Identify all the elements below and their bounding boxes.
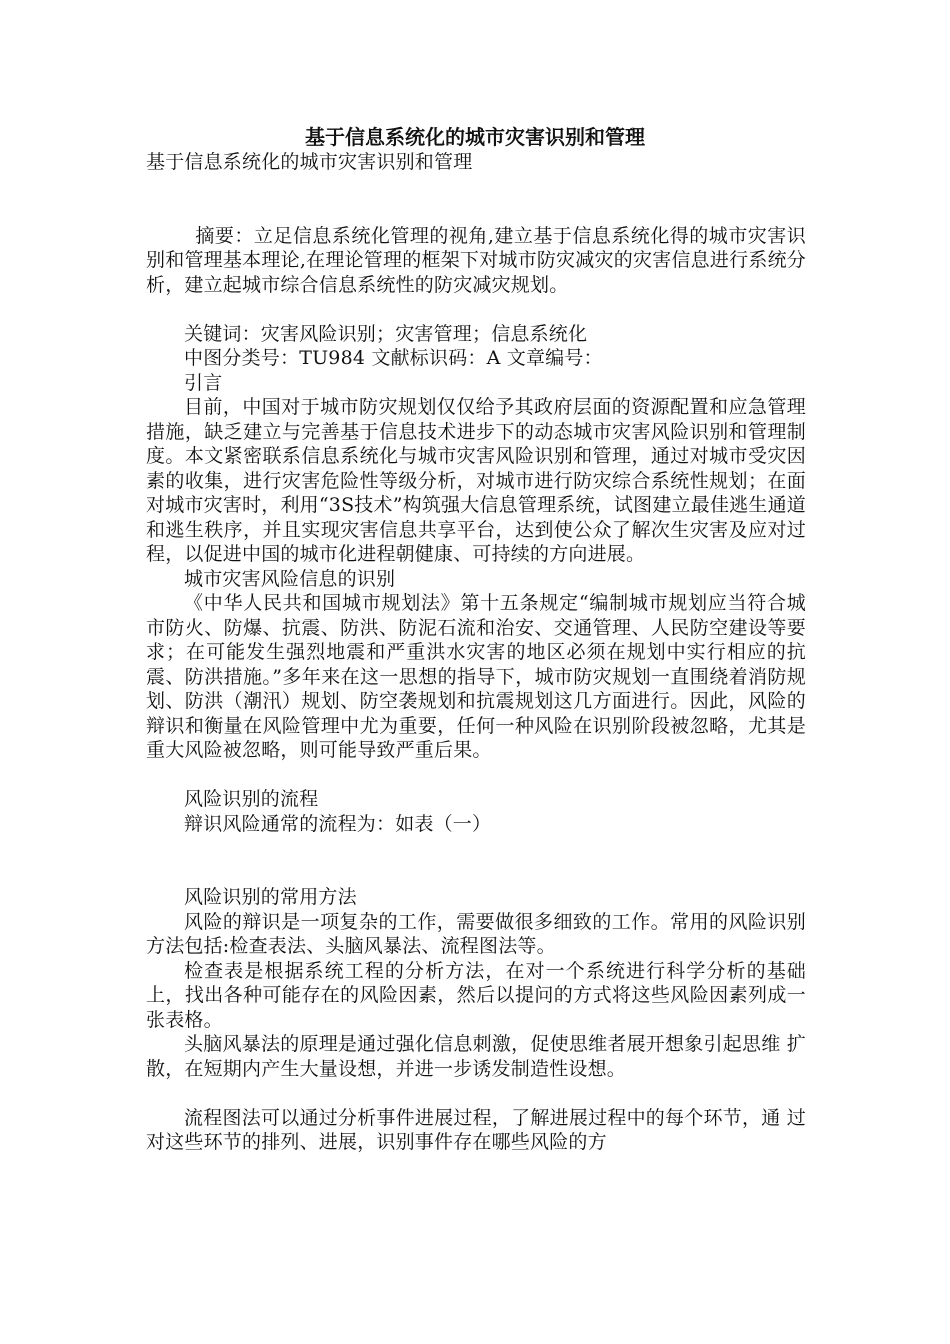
section1-paragraph: 《中华人民共和国城市规划法》第十五条规定“编制城市规划应当符合城市防火、防爆、抗震、防洪、防泥石流和治安、交通管理、人民防空建设等要求；在可能发生强烈地震和严重洪水灾害的地区必须在规划中实行相应的抗震、防洪措施。”多年来在这一思想的指导下，城市防灾规划一直围绕着消防规划、防洪（潮汛）规划、防空袭规划和抗震规划这几方面进行。因此，风险的辩识和衡量在风险管理中尤为重要，任何一种风险在识别阶段被忽略，尤其是重大风险被忽略，则可能导致严重后果。 xyxy=(146,592,806,761)
spacer xyxy=(146,763,806,788)
spacer xyxy=(146,175,806,224)
section3-heading: 风险识别的常用方法 xyxy=(184,886,357,908)
spacer xyxy=(146,297,806,322)
section3-paragraph-4: 流程图法可以通过分析事件进展过程，了解进展过程中的每个环节，通 过对这些环节的排列、进展，识别事件存在哪些风险的方 xyxy=(146,1106,806,1153)
section1-heading: 城市灾害风险信息的识别 xyxy=(184,567,396,590)
keywords-line: 关键词：灾害风险识别；灾害管理；信息系统化 xyxy=(184,322,588,345)
document-subtitle: 基于信息系统化的城市灾害识别和管理 xyxy=(146,151,473,173)
document-title: 基于信息系统化的城市灾害识别和管理 xyxy=(305,125,645,149)
section3-paragraph-1: 风险的辩识是一项复杂的工作，需要做很多细致的工作。常用的风险识别方法包括:检查表法、头脑风暴法、流程图法等。 xyxy=(146,910,806,957)
spacer xyxy=(146,1081,806,1106)
classification-line: 中图分类号：TU984 文献标识码：A 文章编号： xyxy=(184,347,603,369)
section2-heading: 风险识别的流程 xyxy=(184,788,319,810)
section2-paragraph: 辩识风险通常的流程为：如表（一） xyxy=(184,812,492,835)
intro-heading: 引言 xyxy=(184,371,223,394)
intro-paragraph: 目前，中国对于城市防灾规划仅仅给予其政府层面的资源配置和应急管理措施，缺乏建立与完善基于信息技术进步下的动态城市灾害风险识别和管理制度。本文紧密联系信息系统化与城市灾害风险识别和管理，通过对城市受灾因素的收集，进行灾害危险性等级分析，对城市进行防灾综合系统性规划；在面对城市灾害时，利用“3S技术”构筑强大信息管理系统，试图建立最佳逃生通道和逃生秩序，并且实现灾害信息共享平台，达到使公众了解次生灾害及应对过程，以促进中国的城市化进程朝健康、可持续的方向进展。 xyxy=(146,396,806,565)
abstract-paragraph: 摘要：立足信息系统化管理的视角,建立基于信息系统化得的城市灾害识别和管理基本理论,在理论管理的框架下对城市防灾减灾的灾害信息进行系统分析，建立起城市综合信息系统性的防灾减灾规划。 xyxy=(146,224,806,296)
document-body xyxy=(146,150,806,1155)
section3-paragraph-3: 头脑风暴法的原理是通过强化信息刺激，促使思维者展开想象引起思维 扩散，在短期内产生大量设想，并进一步诱发制造性设想。 xyxy=(146,1033,806,1080)
spacer xyxy=(146,836,806,885)
section3-paragraph-2: 检查表是根据系统工程的分析方法，在对一个系统进行科学分析的基础上，找出各种可能存在的风险因素，然后以提问的方式将这些风险因素列成一张表格。 xyxy=(146,959,806,1031)
